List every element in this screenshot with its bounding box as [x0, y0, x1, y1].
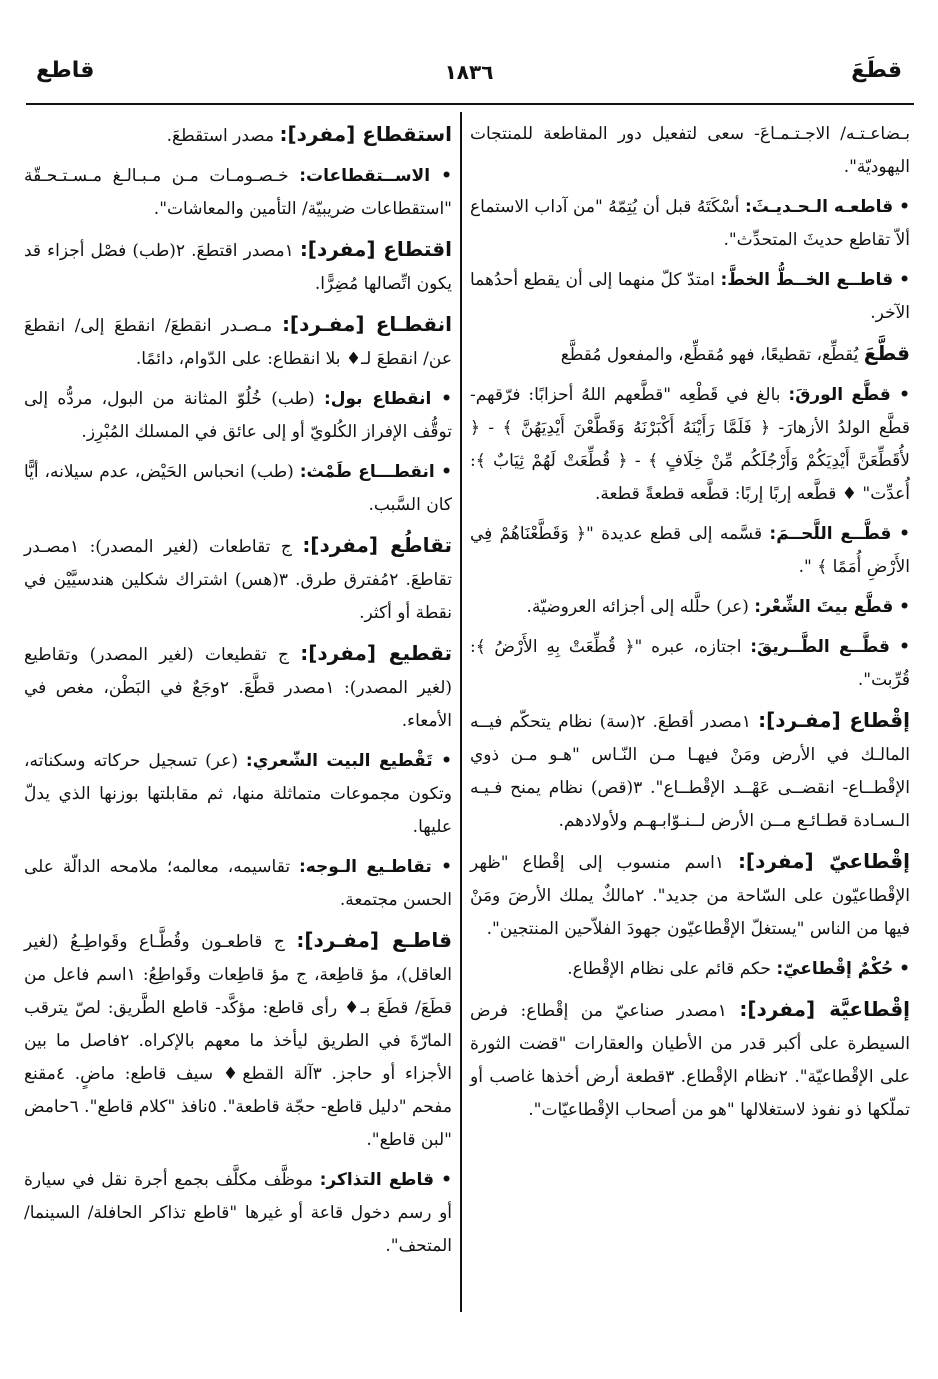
entry-headword: إقْطاعيَّة [مفرد]: [739, 997, 911, 1021]
dictionary-entry [24, 308, 452, 376]
entry-definition: مـصـدر انقطعَ/ انقطعَ إلى/ انقطعَ عن/ انقطعَ لـ♦ بلا انقطاع: على الدّوام، دائمًا. [24, 316, 452, 369]
entry-headword: إقْطاع [مفـرد]: [758, 708, 910, 732]
entry-headword: • قاطــع الخــطُّ الخطَّ: [720, 270, 910, 290]
dictionary-entry [470, 379, 910, 511]
entry-headword: • قطَّــع الطَّــريقَ: [750, 637, 910, 657]
entry-definition: ج قاطعـون وقُطَّـاع وقَواطِـعُ (لغير العاقل)، مؤ قاطِعة، ج مؤ قاطِعات وقَواطِعُ: ١اسم فاعل من قطَعَ/ قطَعَ بـ♦ رأى قاطع: مؤكَّد- قاطع الطَّريق: لصّ يترقب المارّةَ في الطريق ليأخذ ما معهم بالإكراه. ٢فاصل ما بين الأجزاء أو حاجز. ٣آلة القطع♦ سيف قاطع: ماضٍ. ٤مقنع مفحم "دليل قاطع- حجّة قاطعة". ٥نافذ "كلام قاطع". ٦حامض "لبن قاطع". [24, 932, 452, 1150]
entry-headword: • تقاطـيع الـوجه: [298, 857, 452, 877]
entry-definition: ج تقطيعات (لغير المصدر) وتقاطيع (لغير المصدر): ١مصدر قطَّعَ. ٢وجَعٌ في البَطْن، مغص في الأمعاء. [24, 645, 453, 731]
header-rule [26, 103, 914, 105]
page-header [36, 58, 902, 98]
entry-headword: • قاطع التذاكر: [319, 1170, 452, 1190]
entry-definition: أسْكَتَهُ قبل أن يُتِمّهُ "من آداب الاستماع ألاّ تقاطع حديثَ المتحدِّث". [470, 197, 910, 250]
entry-definition: ١مصدر أقطعَ. ٢(سة) نظام يتحكّم فيــه المالـك في الأرض ومَنْ فيهـا مـن النّـاس "هـو مـن ذوي الإقْطــاع- انقضــى عَهْــد الإقْطــاع". ٣(قص) نظام يمنح فـيـه الـسـادة قطـائـع مــن الأرض لــنـوّابـهـم ولأولادهم. [470, 712, 911, 831]
entry-definition: موظَّف مكلَّف بجمع أجرة نقل في سيارة أو رسم دخول قاعة أو غيرها "قاطع تذاكر الحافلة/ السينما/ المتحف". [24, 1170, 452, 1256]
column-divider [460, 112, 462, 1312]
dictionary-entry [24, 529, 452, 630]
page-number: ١٨٣٦ [444, 60, 494, 84]
left-column [24, 118, 452, 1270]
dictionary-entry [24, 745, 452, 844]
dictionary-entry [24, 851, 452, 917]
dictionary-entry [24, 118, 452, 153]
entry-definition: ١اسم منسوب إلى إقْطاع "ظهر الإقْطاعيّون على السّاحة من جديد". ٢مالكٌ يملك الأرضَ ومَنْ فيها من الناس "يستغلّ الإقْطاعيّون جهودَ الفلاّحين المنتجين". [470, 853, 910, 939]
entry-headword: تقاطُع [مفرد]: [302, 533, 453, 557]
dictionary-entry [24, 383, 452, 449]
dictionary-entry [470, 118, 910, 184]
running-headword-left: قاطع [36, 58, 95, 83]
entry-definition: بـضاعـتـه/ الاجـتـمـاعَ- سعى لتفعيل دور المقاطعة للمنتجات اليهوديّة". [470, 124, 910, 177]
dictionary-entry [470, 518, 910, 584]
dictionary-entry [470, 631, 910, 697]
entry-headword: قطَّعَ [863, 341, 910, 365]
dictionary-entry [470, 704, 910, 838]
dictionary-entry [24, 924, 452, 1157]
entry-definition: امتدّ كلّ منهما إلى أن يقطع أحدُهما الآخر. [470, 270, 910, 323]
entry-headword: • الاســتقطاعات: [299, 166, 452, 186]
entry-headword: • حُكْمٌ إقْطاعيّ: [776, 959, 910, 979]
dictionary-entry [24, 637, 452, 738]
dictionary-entry [470, 845, 910, 946]
dictionary-entry [470, 337, 910, 372]
entry-headword: • قطَّع بيتَ الشِّعْر: [754, 597, 910, 617]
entry-definition: بالغ في قَطْعِه "قطَّعهم اللهُ أحزابًا: فرّقهم- قطَّع الولدُ الأزهارَ- ﴿ فَلَمَّا رَأَيْنَهُ أَكْبَرْنَهُ وَقَطَّعْنَ أَيْدِيَهُنَّ ﴾ - ﴿ لأُقَطِّعَنَّ أَيْدِيَكُمْ وَأَرْجُلَكُم مِّنْ خِلَافٍ ﴾ - ﴿ قُطِّعَتْ لَهُمْ ثِيَابٌ ﴾: أُعدِّت" ♦ قطَّعه إربًا إربًا: قطَّعه قطعةً قطعة. [470, 385, 910, 504]
dictionary-entry [24, 456, 452, 522]
entry-headword: • قاطعـه الـحـديـثَ: [745, 197, 911, 217]
entry-definition: حكم قائم على نظام الإقْطاع. [567, 959, 771, 979]
entry-definition: (عر) تسجيل حركاته وسكناته، وتكون مجموعات متماثلة منها، ثم مقابلتها بوزنها الذي يدلّ عليها. [24, 751, 452, 837]
entry-headword: • قطَّع الورقَ: [788, 385, 911, 405]
entry-definition: خـصـومـات مـن مـبـالـغ مـسـتـحـقّة "استقطاعات ضريبيّة/ التأمين والمعاشات". [24, 166, 452, 219]
entry-definition: ١مصدر صناعيّ من إقْطاع: فرض السيطرة على أكبر قدر من الأطيان والعقارات "قضت الثورة على الإقْطاعيّة". ٢نظام الإقْطاع. ٣قطعة أرض أخذها غاصب أو تملّكها ذو نفوذ لاستغلالها "هو من أصحاب الإقْطاعيّات". [470, 1001, 910, 1120]
entry-headword: اقتطاع [مفرد]: [299, 237, 452, 261]
entry-headword: استقطاع [مفرد]: [279, 122, 452, 146]
entry-headword: • تَقْطيع البيت الشّعري: [245, 751, 452, 771]
entry-headword: • قطَّــع اللَّحــمَ: [769, 524, 911, 544]
entry-definition: (عر) حلَّله إلى أجزائه العروضيّة. [526, 597, 749, 617]
dictionary-entry [470, 191, 910, 257]
dictionary-entry [470, 993, 910, 1127]
entry-definition: ج تقاطعات (لغير المصدر): ١مصـدر تقاطعَ. ٢مُفترق طرق. ٣(هس) اشتراك شكلين هندسيَّيْن في نقطة أو أكثر. [24, 537, 453, 623]
dictionary-entry [24, 1164, 452, 1263]
entry-definition: (طب) خُلُوّ المثانة من البول، مردُّه إلى توقُّف الإفراز الكُلويّ أو إلى عائق في المسلك المُبْرِز. [24, 389, 452, 442]
dictionary-entry [470, 591, 910, 624]
entry-definition: تقاسيمه، معالمه؛ ملامحه الدالّة على الحسن مجتمعة. [24, 857, 452, 910]
dictionary-entry [24, 233, 452, 301]
dictionary-entry [24, 160, 452, 226]
entry-headword: • انقطـــاع طَمْث: [299, 462, 452, 482]
entry-definition: مصدر استقطعَ. [166, 126, 275, 146]
entry-headword: انقطـاع [مفـرد]: [281, 312, 453, 336]
entry-definition: اجتازه، عبره "﴿ قُطِّعَتْ بِهِ الأَرْضُ ﴾: قُرِّبت". [470, 637, 910, 690]
entry-headword: • انقطاع بول: [323, 389, 453, 409]
dictionary-entry [470, 264, 910, 330]
entry-definition: يُقطِّع، تقطيعًا، فهو مُقطِّع، والمفعول مُقطَّع [560, 345, 859, 365]
entry-headword: قاطـع [مفـرد]: [296, 928, 452, 952]
entry-headword: إقْطاعيّ [مفرد]: [737, 849, 911, 873]
entry-headword: تقطيع [مفرد]: [300, 641, 453, 665]
entry-definition: (طب) انحباس الحَيْض، عدم سيلانه، أيًّا كان السَّبب. [24, 462, 452, 515]
dictionary-entry [470, 953, 910, 986]
right-column [470, 118, 910, 1134]
running-headword-right: قطَعَ [851, 58, 902, 83]
entry-definition: ١مصدر اقتطعَ. ٢(طب) فصْل أجزاء قد يكون اتِّصالها مُضِرًّا. [24, 241, 452, 294]
entry-definition: قسَّمه إلى قطع عديدة "﴿ وَقَطَّعْنَاهُمْ فِي الأَرْضِ أُمَمًا ﴾ ". [470, 524, 910, 577]
